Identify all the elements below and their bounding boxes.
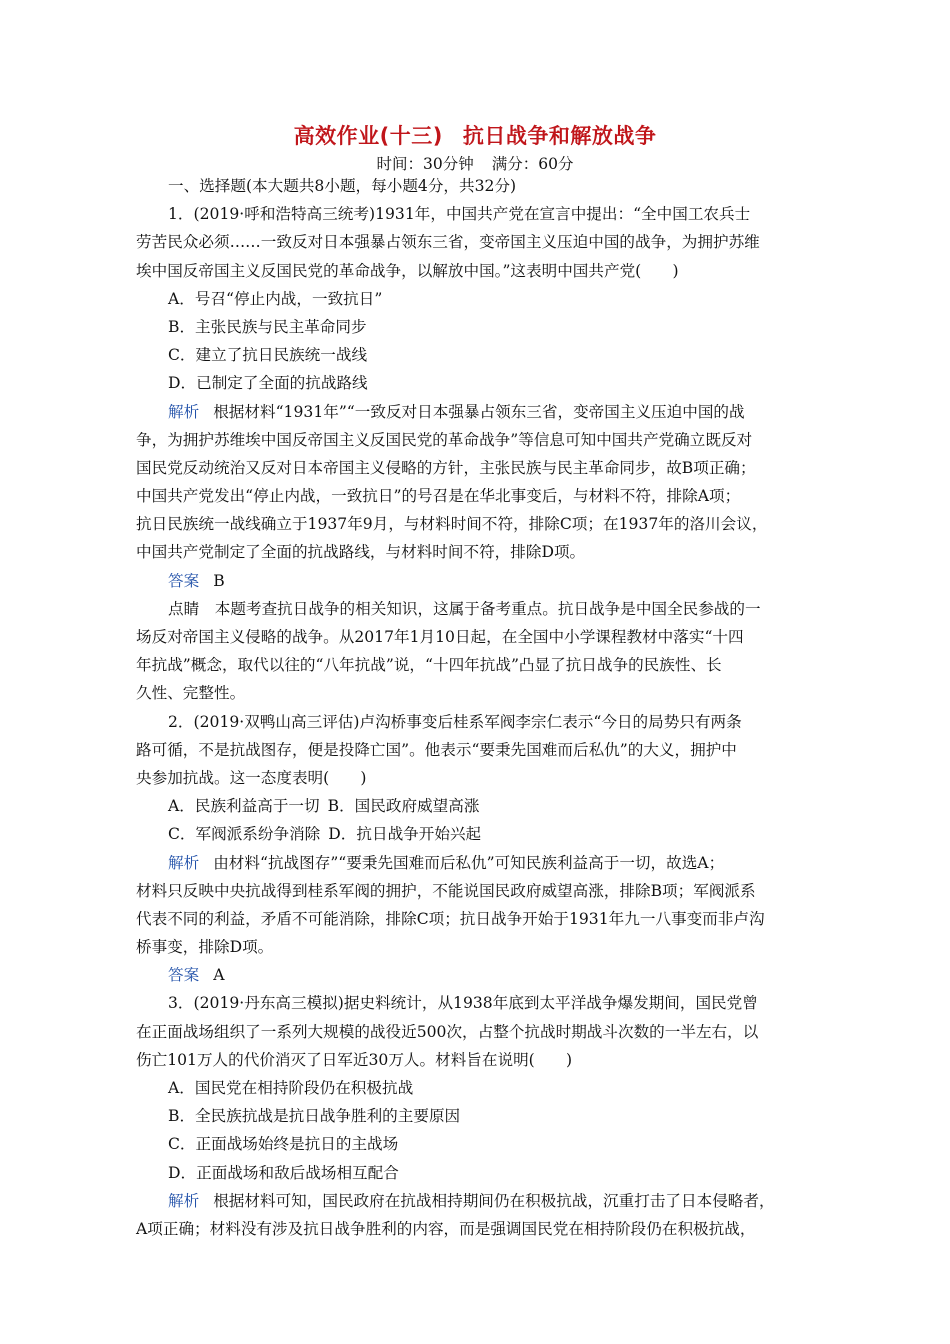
q1-tip-line: 久性、完整性。 bbox=[136, 684, 246, 703]
q2-option-c: C．军阀派系纷争消除 bbox=[168, 825, 321, 844]
q2-answer-line bbox=[136, 961, 826, 989]
q1-tip-line: 点睛 本题考查抗日战争的相关知识，这属于备考重点。抗日战争是中国全民参战的一 bbox=[168, 599, 761, 618]
q3-option-a: A．国民党在相持阶段仍在积极抗战 bbox=[168, 1079, 414, 1097]
q1-analysis-line: 中国共产党制定了全面的抗战路线，与材料时间不符，排除D项。 bbox=[136, 543, 586, 562]
q1-option-d: D．已制定了全面的抗战路线 bbox=[168, 374, 368, 393]
q2-option-row bbox=[136, 792, 826, 820]
q1-answer-line bbox=[136, 567, 826, 595]
q3-option-b: B．全民族抗战是抗日战争胜利的主要原因 bbox=[168, 1107, 461, 1126]
q1-analysis-line: 争，为拥护苏维埃中国反帝国主义反国民党的革命战争”等信息可知中国共产党确立既反对 bbox=[136, 430, 753, 449]
q1-option-a: A．号召“停止内战，一致抗日” bbox=[168, 289, 383, 308]
q1-stem-line: 劳苦民众必须……一致反对日本强暴占领东三省，变帝国主义压迫中国的战争，为拥护苏维 bbox=[136, 233, 760, 252]
answer-label: 答案 bbox=[168, 966, 200, 985]
analysis-label: 解析 bbox=[168, 853, 200, 872]
q3-analysis-line: A项正确；材料没有涉及抗日战争胜利的内容，而是强调国民党在相持阶段仍在积极抗战， bbox=[136, 1219, 756, 1238]
q3-analysis-first bbox=[136, 1187, 826, 1215]
q1-answer: B bbox=[213, 571, 225, 590]
q2-analysis-line: 材料只反映中央抗战得到桂系军阀的拥护，不能说国民政府威望高涨，排除B项；军阀派系 bbox=[136, 881, 756, 900]
q3-option-d: D．正面战场和敌后战场相互配合 bbox=[168, 1163, 399, 1182]
analysis-label: 解析 bbox=[168, 1191, 200, 1210]
q2-stem-line: 2．(2019·双鸭山高三评估)卢沟桥事变后桂系军阀李宗仁表示“今日的局势只有两条 bbox=[168, 712, 742, 731]
title-sub: 抗日战争和解放战争 bbox=[462, 124, 657, 148]
q2-option-d: D．抗日战争开始兴起 bbox=[328, 825, 482, 844]
q3-stem-line: 伤亡101万人的代价消灭了日军近30万人。材料旨在说明( ) bbox=[136, 1050, 573, 1069]
q3-analysis-text: 根据材料可知，国民政府在抗战相持期间仍在积极抗战，沉重打击了日本侵略者， bbox=[213, 1191, 775, 1210]
q1-analysis-line: 中国共产党发出“停止内战，一致抗日”的号召是在华北事变后，与材料不符，排除A项； bbox=[136, 487, 741, 506]
q1-analysis-text: 根据材料“1931年”“一致反对日本强暴占领东三省，变帝国主义压迫中国的战 bbox=[213, 402, 745, 421]
title-main: 高效作业(十三) bbox=[293, 124, 443, 148]
q3-stem-line: 3．(2019·丹东高三模拟)据史料统计，从1938年底到太平洋战争爆发期间，国民党曾 bbox=[168, 994, 758, 1013]
full-score: 满分：60分 bbox=[491, 155, 574, 173]
q3-option-c: C．正面战场始终是抗日的主战场 bbox=[168, 1135, 399, 1154]
q1-tip-line: 年抗战”概念，取代以往的“八年抗战”说，“十四年抗战”凸显了抗日战争的民族性、长 bbox=[136, 656, 722, 675]
q2-stem-line: 央参加抗战。这一态度表明( ) bbox=[136, 768, 367, 787]
q1-stem-line: 1．(2019·呼和浩特高三统考)1931年，中国共产党在宣言中提出：“全中国工农兵士 bbox=[168, 205, 751, 224]
q3-stem-line: 在正面战场组织了一系列大规模的战役近500次，占整个抗战时期战斗次数的一半左右，以 bbox=[136, 1022, 759, 1041]
q2-analysis-line: 桥事变，排除D项。 bbox=[136, 938, 274, 957]
q1-analysis-first bbox=[136, 398, 826, 426]
q1-stem-line: 埃中国反帝国主义反国民党的革命战争，以解放中国。”这表明中国共产党( ) bbox=[136, 261, 679, 280]
q2-analysis-text: 由材料“抗战图存”“要秉先国难而后私仇”可知民族利益高于一切，故选A； bbox=[213, 853, 725, 872]
q1-analysis-line: 国民党反动统治又反对日本帝国主义侵略的方针，主张民族与民主革命同步，故B项正确； bbox=[136, 458, 756, 477]
q2-option-a: A．民族利益高于一切 bbox=[168, 797, 320, 816]
q2-analysis-first bbox=[136, 849, 826, 877]
q1-option-c: C．建立了抗日民族统一战线 bbox=[168, 346, 368, 365]
q1-tip-line: 场反对帝国主义侵略的战争。从2017年1月10日起，在全国中小学课程教材中落实“十四 bbox=[136, 628, 744, 646]
page-title bbox=[0, 120, 950, 150]
q2-analysis-line: 代表不同的利益，矛盾不可能消除，排除C项；抗日战争开始于1931年九一八事变而非卢沟 bbox=[136, 909, 765, 928]
q1-analysis-line: 抗日民族统一战线确立于1937年9月，与材料时间不符，排除C项；在1937年的洛川会议， bbox=[136, 515, 768, 534]
q2-stem-line: 路可循，不是抗战图存，便是投降亡国”。他表示“要秉先国难而后私仇”的大义，拥护中 bbox=[136, 740, 737, 759]
time-limit: 时间：30分钟 bbox=[376, 155, 474, 173]
document-body bbox=[136, 172, 826, 1243]
analysis-label: 解析 bbox=[168, 402, 200, 421]
time-score-line bbox=[0, 152, 950, 174]
q2-option-b: B．国民政府威望高涨 bbox=[327, 797, 480, 816]
section-heading: 一、选择题(本大题共8小题，每小题4分，共32分) bbox=[168, 177, 517, 195]
q2-option-row bbox=[136, 820, 826, 848]
q1-option-b: B．主张民族与民主革命同步 bbox=[168, 317, 367, 336]
q2-answer: A bbox=[213, 966, 225, 985]
answer-label: 答案 bbox=[168, 571, 200, 590]
